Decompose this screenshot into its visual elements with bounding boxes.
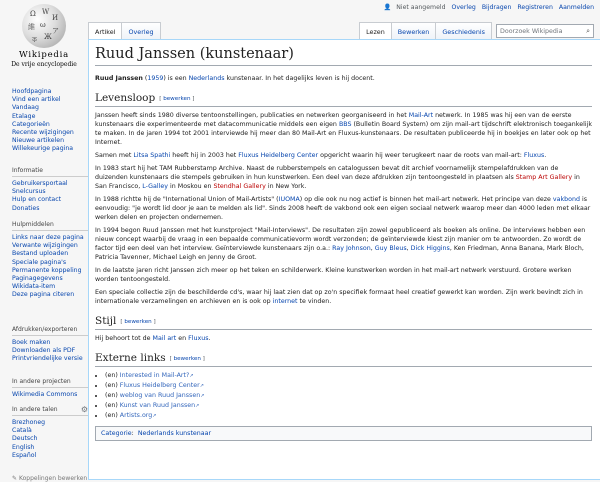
tools-heading: Hulpmiddelen [12,221,88,231]
user-icon: 👤 [383,4,392,11]
ext-link-fluxus-heidelberg[interactable]: Fluxus Heidelberg Center [119,382,200,389]
link-litsa-spathi[interactable]: Litsa Spathi [133,152,171,159]
nav-item-today[interactable]: Vandaag [12,104,39,112]
tab-talk[interactable]: Overleg [122,22,160,40]
list-item [105,371,592,381]
paragraph-5 [95,226,592,262]
lang-prefix: (en) [105,382,118,389]
p2-text-c: opgericht waarin hij weer terugkeert naar de roots van mail-art: [318,152,524,159]
nav-item-random-page[interactable]: Willekeurige pagina [12,145,74,153]
section-heading-stijl [95,315,592,330]
nav-item-new-articles[interactable]: Nieuwe artikelen [12,137,65,145]
category-links [95,426,592,441]
search-placeholder: Doorzoek Wikipedia [500,28,563,35]
lang-item-german[interactable]: Deutsch [12,435,38,443]
edit-langlinks-label: Koppelingen bewerken [18,475,88,482]
intro-rest: kunstenaar. In het dagelijks leven is hij docent. [224,75,375,82]
tools-item-what-links-here[interactable]: Links naar deze pagina [12,234,84,241]
p5-text-b: , Ken Friedman, Anna Banana, Mark Bloch, Patricia Tavenner, Michael Leigh en Jenny de Groot. [95,245,584,261]
page-title: Ruud Janssen (kunstenaar) [95,46,592,66]
section-title-externe-links: Externe links [95,352,166,364]
search-input[interactable] [496,24,594,38]
external-link-icon: ↗ [199,383,204,389]
namespace-tabs [88,22,161,40]
info-item-quick-course[interactable]: Snelcursus [12,188,46,196]
info-heading: Informatie [12,167,88,177]
p5-text-a: In 1994 begon Ruud Janssen met het kunstproject "Mail-Interviews". De resultaten zijn zowel gepubliceerd als boeken als online. De interviews hebben een nieuw concept waarbij de vraag in een bepaalde communicatievorm wordt verzonden; de geïnterviewde kiest zijn manier om te antwoorden. Zo wordt de factor tijd een deel van het interview. Geïnterviewde kunstenaars zijn o.a.: [95,227,586,252]
tools-item-special-pages[interactable]: Speciale pagina's [12,258,67,266]
nav-item-categories[interactable]: Categorieën [12,120,50,128]
logo-tagline: De vrije encyclopedie [11,61,77,68]
tools-item-upload-file[interactable]: Bestand uploaden [12,250,69,258]
tools-item-cite-page[interactable]: Deze pagina citeren [12,291,75,299]
style-text-b: en [176,335,189,342]
langs-portal [12,406,88,460]
p2-text-a: Samen met [95,152,134,159]
tools-portal [12,221,88,300]
intro-paragraph [95,74,592,83]
intro-open: ( [142,75,148,82]
link-mail-art-style[interactable]: Mail art [152,335,177,342]
external-link-icon: ↗ [195,403,200,409]
lang-item-catalan[interactable]: Català [12,427,32,435]
edit-section-externe-links-link[interactable]: bewerken [173,356,201,362]
lang-prefix: (en) [105,412,118,419]
list-item [105,391,592,401]
external-link-icon: ↗ [152,413,157,419]
ext-link-interested-mail-art[interactable]: Interested in Mail-Art? [119,372,190,379]
view-tabs [359,22,492,40]
edit-section-levensloop: [ bewerken ] [159,96,195,102]
tab-edit[interactable]: Bewerken [392,22,437,40]
section-heading-externe-links [95,352,592,367]
personal-tools [380,3,594,11]
print-item-make-book[interactable]: Boek maken [12,339,51,346]
link-fluxus[interactable]: Fluxus [523,152,545,159]
tools-item-wikidata-item[interactable]: Wikidata-item [12,283,56,291]
personal-contributions-link[interactable]: Bijdragen [481,4,512,11]
tools-item-page-info[interactable]: Paginagegevens [12,275,63,283]
link-guy-bleus[interactable]: Guy Bleus [374,245,407,252]
style-text-a: Hij behoort tot de [95,335,153,342]
p4-text-a: In 1988 richtte hij de "International Union of Mail-Artists" ( [95,196,279,203]
nav-item-recent-changes[interactable]: Recente wijzigingen [12,129,74,137]
categories-sep: : [131,430,134,437]
p2-text-b: heeft hij in 2003 het [170,152,239,159]
gear-icon[interactable]: ⚙ [80,405,88,414]
p1-text-a: Janssen heeft sinds 1980 diverse tentoonstellingen, publicaties en netwerken georganiseerd in het [95,112,409,119]
external-link-icon: ↗ [200,393,205,399]
paragraph-4 [95,195,592,222]
intro-name: Ruud Janssen [95,75,143,82]
paragraph-3 [95,164,592,191]
tab-article[interactable]: Artikel [88,22,122,40]
list-item [105,401,592,411]
print-item-printable-version[interactable]: Printvriendelijke versie [12,355,83,363]
link-ray-johnson[interactable]: Ray Johnson [332,245,371,252]
link-vakbond[interactable]: vakbond [552,196,580,203]
link-internet[interactable]: internet [272,298,298,305]
edit-section-stijl: [ bewerken ] [120,319,156,325]
lang-prefix: (en) [105,392,118,399]
edit-section-levensloop-link[interactable]: bewerken [163,96,191,102]
link-iuoma[interactable]: IUOMA [278,196,300,203]
intro-mid: ) is een [163,75,189,82]
info-item-user-portal[interactable]: Gebruikersportaal [12,180,68,187]
edit-section-externe-links: [ bewerken ] [169,356,205,362]
logo-wordmark: Wikipedia [18,50,70,60]
p4-text-b: ) op die ook nu nog actief is binnen het mail-art netwerk. Het principe van deze [299,196,553,203]
lang-item-english[interactable]: English [12,443,35,451]
nav-item-find-article[interactable]: Vind een artikel [12,96,61,104]
category-item-nederlands-kunstenaar[interactable]: Nederlands kunstenaar [137,430,212,437]
ext-link-weblog[interactable]: weblog van Ruud Janssen [119,392,201,399]
wikipedia-logo[interactable] [8,4,80,76]
nav-item-showcase[interactable]: Etalage [12,112,36,120]
paragraph-1 [95,111,592,147]
external-links-list [95,371,592,421]
link-year[interactable]: 1959 [147,75,164,82]
personal-talk-link[interactable]: Overleg [451,4,476,11]
p1-text-c: (Bulletin Board System) om zijn mail-art tijdschrift elektronisch toegankelijk te maken. In de jaren 1994 tot 2001 interviewde hij meer dan 80 Mail-Art en Fluxus-kunstenaars. De resultaten publiceerde hij in boekjes en later ook op het Internet. [95,121,592,146]
p1-text-b: netwerk. In 1985 was hij een van de eerste kunstenaars die experimenteerde met datacommunicatie middels een eigen [95,112,572,128]
nav-item-main-page[interactable]: Hoofdpagina [12,88,52,95]
p3-text-c: in Moskou en [168,183,214,190]
edit-section-stijl-link[interactable]: bewerken [124,319,152,325]
section-title-levensloop: Levensloop [95,92,156,104]
lang-prefix: (en) [105,372,118,379]
info-portal [12,167,88,213]
paragraph-7 [95,288,592,306]
link-bbs[interactable]: BBS [338,121,352,128]
ext-link-artists-org[interactable]: Artists.org [119,412,153,419]
pencil-icon: ✎ [12,475,18,482]
p3-text-d: in New York. [265,183,307,190]
print-heading: Afdrukken/exporteren [12,326,88,336]
paragraph-6: In de laatste jaren richt Janssen zich meer op het teken en schilderwerk. Kleine kunstwerken worden in het mail-art netwerk verstuurd. Grotere werken worden tentoongesteld. [95,267,572,283]
p3-text-a: In 1983 start hij het TAM Rubberstamp Archive. Naast de rubberstempels en catalogussen bevat dit archief voornamelijk stempelafdrukken van de duizenden kunstenaars die stempels gebruiken in hun kunstwerken. Een deel van deze afdrukken zijn tentoongesteld in plaatsen als [95,165,559,181]
p3-text-b: in San Francisco, [95,174,580,190]
p7-text-b: te vinden. [297,298,332,305]
categories-label-link[interactable]: Categorie [101,430,132,437]
projects-portal [12,378,88,399]
ext-link-kunst[interactable]: Kunst van Ruud Janssen [119,402,196,409]
tab-history[interactable]: Geschiedenis [436,22,492,40]
lang-prefix: (en) [105,402,118,409]
p5-sep-2: , [406,245,411,252]
section-title-stijl: Stijl [95,315,117,327]
list-item [105,411,592,421]
langs-heading [12,406,88,416]
projects-item-commons[interactable]: Wikimedia Commons [12,391,78,398]
list-item [105,381,592,391]
not-logged-in: Niet aangemeld [396,4,446,11]
style-paragraph [95,334,592,343]
p2-text-d: . [544,152,547,159]
wikipedia-globe-icon: Ω W И 維 ω ア ক Ж [22,4,66,48]
sidebar [0,0,88,480]
projects-heading: In andere projecten [12,378,88,388]
lang-item-breton[interactable]: Brezhoneg [12,419,46,426]
p4-text-c: is eenvoudig: "je wordt lid door je aan te melden als lid". Sinds 2008 heeft de vakbond ook een eigen sociaal netwerk waarop meer dan 4000 leden met elkaar werken delen en projecten ondernemen. [95,196,591,221]
external-link-icon: ↗ [189,373,194,379]
print-portal [12,326,88,364]
link-mail-art[interactable]: Mail-Art [408,112,434,119]
tools-item-related-changes[interactable]: Verwante wijzigingen [12,242,78,250]
edit-langlinks[interactable] [12,475,87,482]
nav-portal [12,88,88,154]
link-fluxus-heidelberg[interactable]: Fluxus Heidelberg Center [238,152,319,159]
section-heading-levensloop [95,92,592,107]
link-l-galley[interactable]: L-Galley [142,183,169,190]
article-content [88,39,600,480]
paragraph-2 [95,151,592,160]
register-link[interactable]: Registreren [517,4,553,11]
link-stendhal-gallery[interactable]: Stendhal Gallery [213,183,266,190]
langs-heading-label: In andere talen [12,406,58,413]
p5-sep-1: , [370,245,375,252]
lang-item-spanish[interactable]: Español [12,451,37,459]
style-text-c: . [208,335,211,342]
link-nederlands[interactable]: Nederlands [188,75,225,82]
print-item-download-pdf[interactable]: Downloaden als PDF [12,347,76,355]
link-dick-higgins[interactable]: Dick Higgins [410,245,450,252]
info-item-help-contact[interactable]: Hulp en contact [12,196,62,204]
link-fluxus-style[interactable]: Fluxus [188,335,209,342]
link-stamp-art-gallery[interactable]: Stamp Art Gallery [515,174,573,181]
search-icon[interactable]: ⌕ [586,27,590,35]
tab-read[interactable]: Lezen [359,22,392,40]
info-item-donations[interactable]: Donaties [12,204,40,212]
p7-text-a: Een speciale collectie zijn de beschilderde cd's, waar hij laat zien dat op zo'n specifiek formaat heel creatief gewerkt kan worden. Zijn werk bevindt zich in internationale verzamelingen en archieven en is ook op [95,289,583,305]
tools-item-permanent-link[interactable]: Permanente koppeling [12,266,82,274]
login-link[interactable]: Aanmelden [558,4,594,11]
